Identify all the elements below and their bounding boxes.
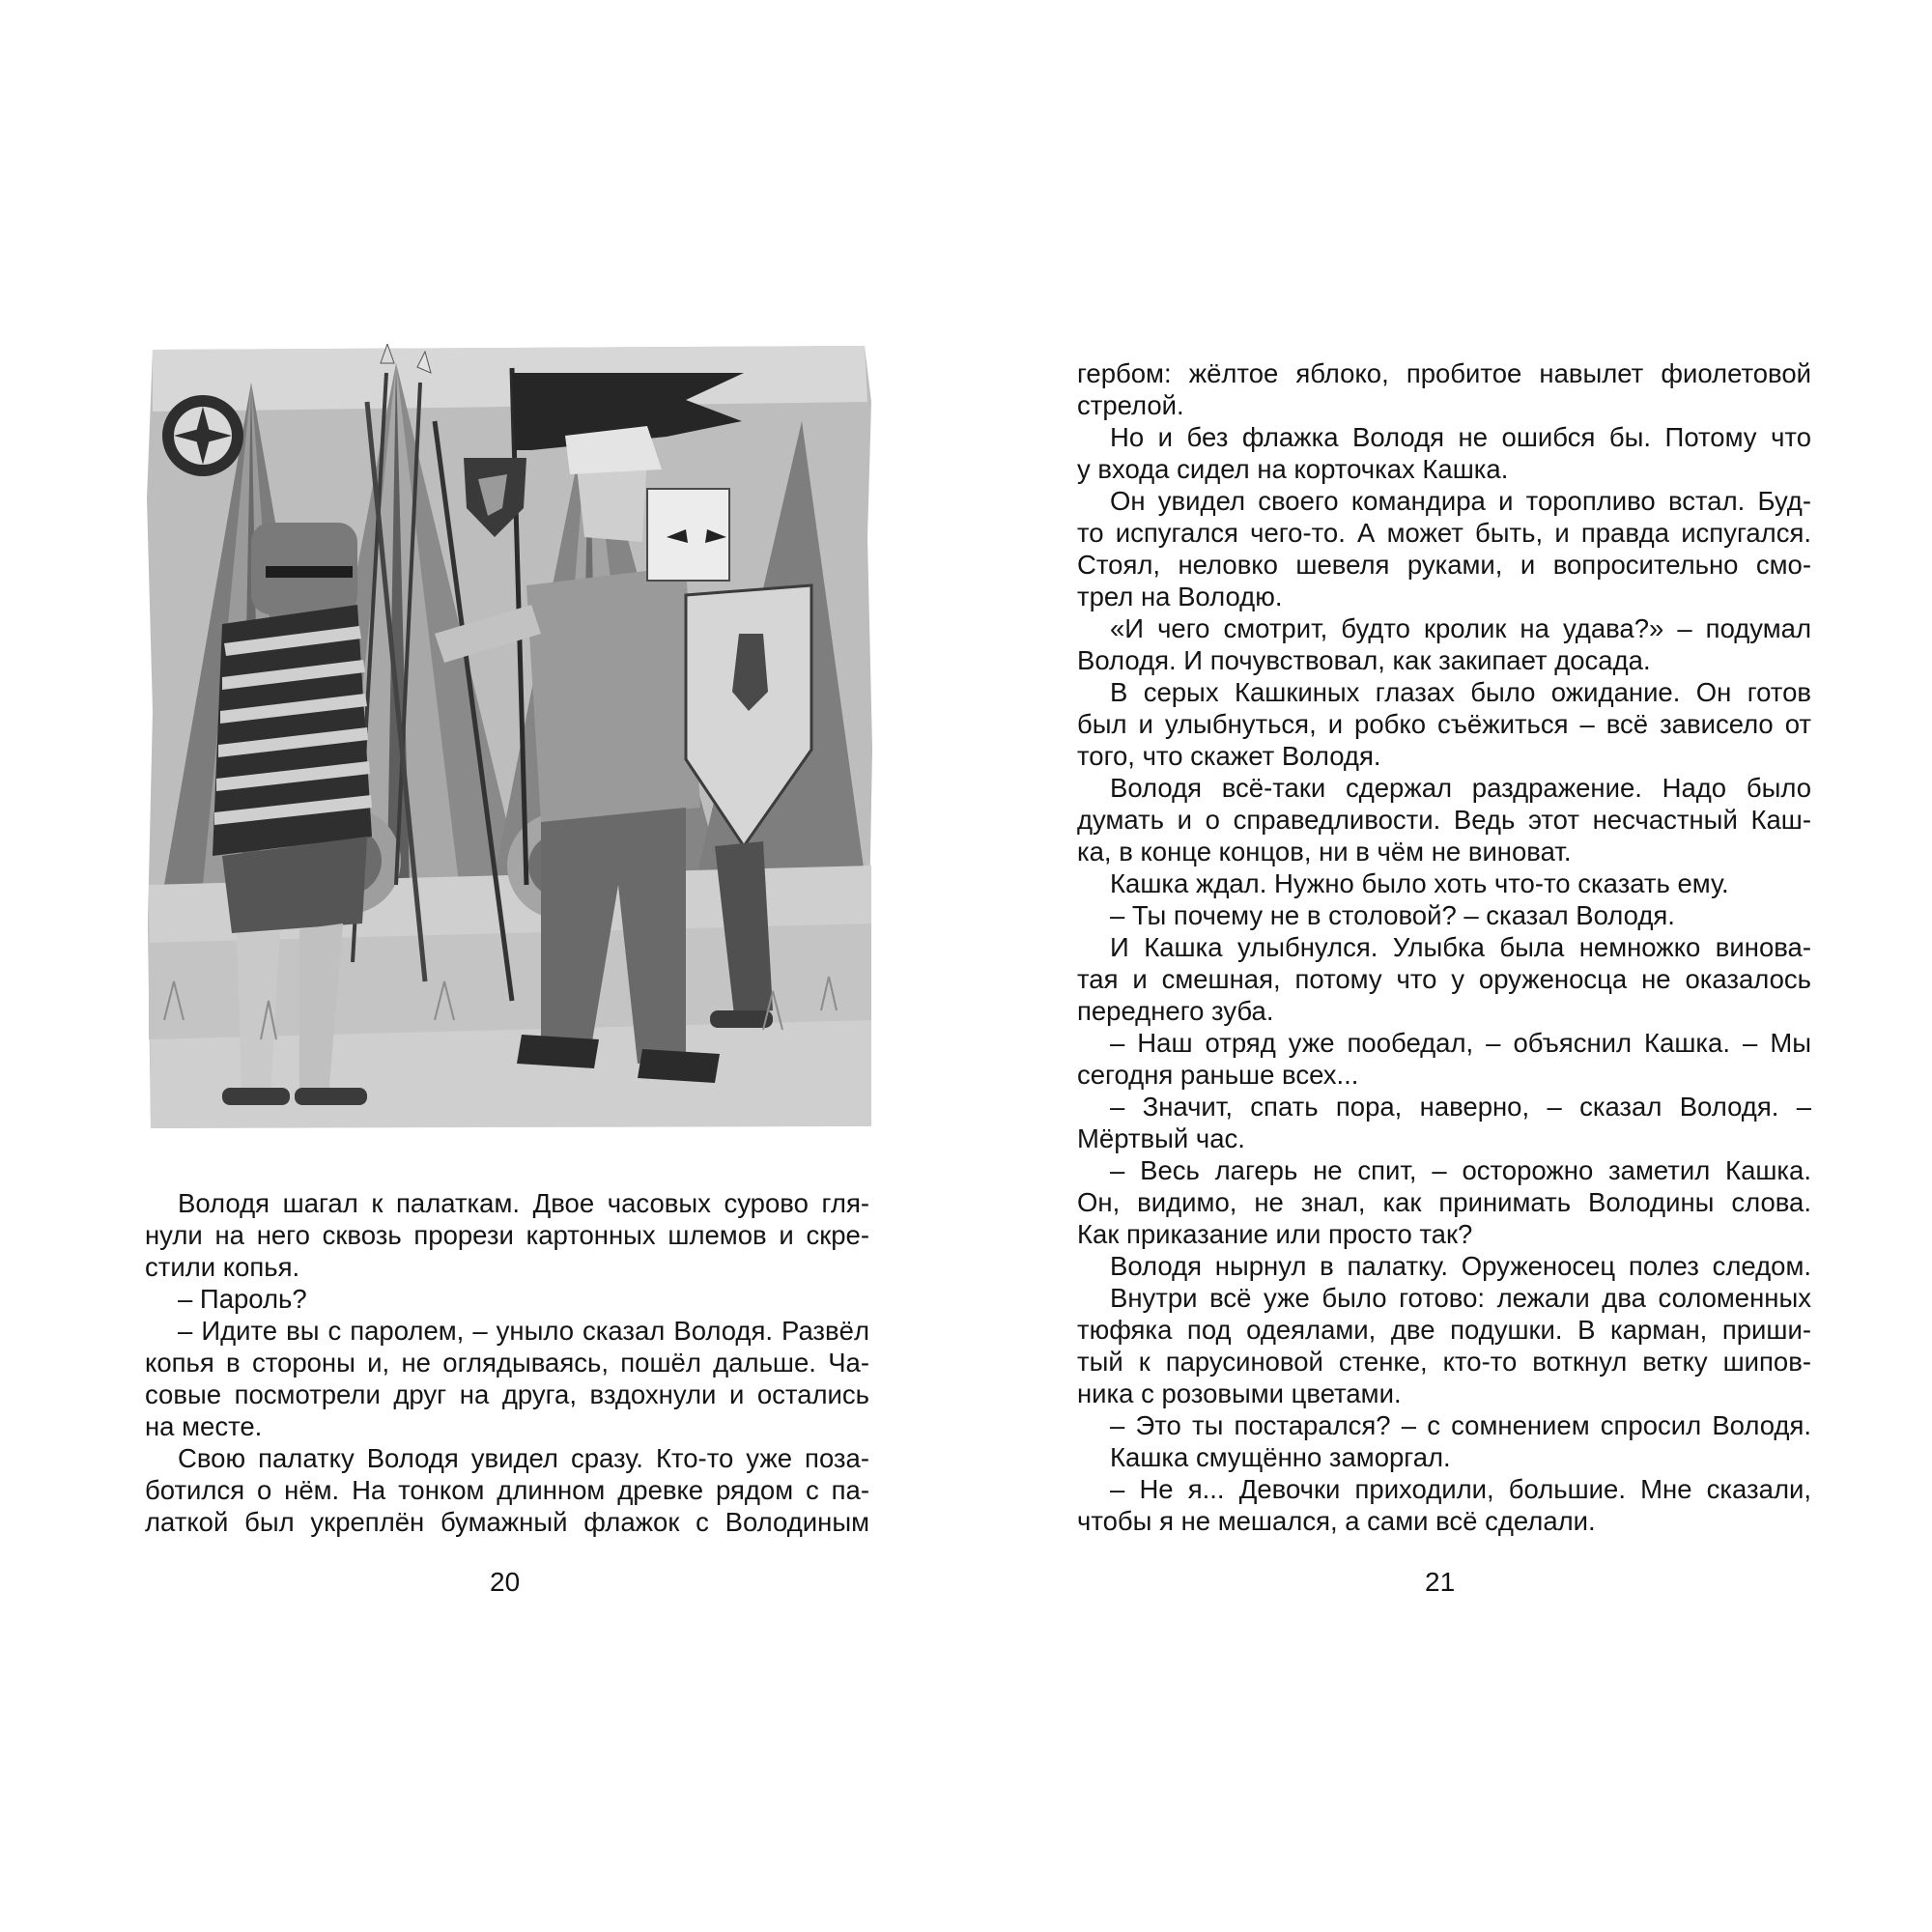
text-line: то испугался чего-то. А может быть, и правда испугался.: [1077, 518, 1811, 548]
text-line: латкой был укреплён бумажный флажок с Володиным: [145, 1507, 869, 1537]
text-line: переднего зуба.: [1077, 996, 1274, 1026]
text-line: того, что скажет Володя.: [1077, 741, 1381, 771]
text-line: Внутри всё уже было готово: лежали два соломенных: [1110, 1283, 1811, 1313]
text-line: был и улыбнуться, и робко съёжиться – всё зависело от: [1077, 709, 1811, 739]
text-line: совые посмотрели друг на друга, вздохнули и остались: [145, 1379, 869, 1409]
text-line: сегодня раньше всех...: [1077, 1060, 1359, 1090]
text-line: Кашка ждал. Нужно было хоть что-то сказать ему.: [1110, 868, 1729, 898]
text-line: Кашка смущённо заморгал.: [1110, 1442, 1451, 1472]
text-line: тая и смешная, потому что у оруженосца не оказалось: [1077, 964, 1811, 994]
text-line: нули на него сквозь прорези картонных шлемов и скре-: [145, 1220, 869, 1250]
text-line: – Ты почему не в столовой? – сказал Володя.: [1110, 900, 1675, 930]
text-line: «И чего смотрит, будто кролик на удава?» – подумал: [1110, 613, 1811, 643]
text-line: тый к парусиновой стенке, кто-то воткнул ветку шипов-: [1077, 1347, 1811, 1377]
page-number-left: 20: [490, 1567, 521, 1597]
text-line: Володя нырнул в палатку. Оруженосец полез следом.: [1110, 1251, 1811, 1281]
text-line: думать и о справедливости. Ведь этот несчастный Каш-: [1077, 805, 1811, 835]
text-line: – Весь лагерь не спит, – осторожно заметил Кашка.: [1110, 1155, 1811, 1185]
text-line: Но и без флажка Володя не ошибся бы. Потому что: [1110, 422, 1811, 452]
text-line: стрелой.: [1077, 390, 1184, 420]
right-page-text: [1077, 357, 1811, 1537]
text-line: ка, в конце концов, ни в чём не виноват.: [1077, 837, 1572, 867]
text-line: ботился о нём. На тонком длинном древке рядом с па-: [145, 1475, 869, 1505]
text-line: В серых Кашкиных глазах было ожидание. Он готов: [1110, 677, 1811, 707]
text-line: стили копья.: [145, 1252, 300, 1282]
text-line: Володя всё-таки сдержал раздражение. Надо было: [1110, 773, 1811, 803]
text-line: Стоял, неловко шевеля руками, и вопросительно смо-: [1077, 550, 1811, 580]
text-line: Он увидел своего командира и торопливо встал. Буд-: [1110, 486, 1811, 516]
text-line: гербом: жёлтое яблоко, пробитое навылет фиолетовой: [1077, 358, 1811, 388]
text-line: – Пароль?: [178, 1284, 307, 1314]
text-line: у входа сидел на корточках Кашка.: [1077, 454, 1509, 484]
text-line: тюфяка под одеялами, две подушки. В карман, приши-: [1077, 1315, 1811, 1345]
text-line: Как приказание или просто так?: [1077, 1219, 1473, 1249]
text-line: чтобы я не мешался, а сами всё сделали.: [1077, 1506, 1596, 1536]
text-line: – Это ты постарался? – с сомнением спросил Володя.: [1110, 1410, 1811, 1440]
text-line: ника с розовыми цветами.: [1077, 1378, 1402, 1408]
page-number-right: 21: [1425, 1567, 1456, 1597]
text-line: Он, видимо, не знал, как принимать Володины слова.: [1077, 1187, 1811, 1217]
text-line: – Значит, спать пора, наверно, – сказал Володя. –: [1110, 1092, 1811, 1122]
text-line: на месте.: [145, 1411, 263, 1441]
illustration: [145, 344, 874, 1131]
text-line: – Идите вы с паролем, – уныло сказал Володя. Развёл: [178, 1316, 869, 1346]
text-line: Володя шагал к палаткам. Двое часовых сурово гля-: [178, 1188, 869, 1218]
text-line: – Наш отряд уже пообедал, – объяснил Кашка. – Мы: [1110, 1028, 1811, 1058]
text-line: трел на Володю.: [1077, 582, 1283, 611]
text-line: И Кашка улыбнулся. Улыбка была немножко винова-: [1110, 932, 1811, 962]
text-line: Свою палатку Володя увидел сразу. Кто-то уже поза-: [178, 1443, 869, 1473]
left-page-text: [145, 1187, 869, 1538]
text-line: Мёртвый час.: [1077, 1123, 1245, 1153]
text-line: Володя. И почувствовал, как закипает досада.: [1077, 645, 1651, 675]
text-line: копья в стороны и, не оглядываясь, пошёл дальше. Ча-: [145, 1348, 869, 1378]
text-line: – Не я... Девочки приходили, большие. Мне сказали,: [1110, 1474, 1811, 1504]
